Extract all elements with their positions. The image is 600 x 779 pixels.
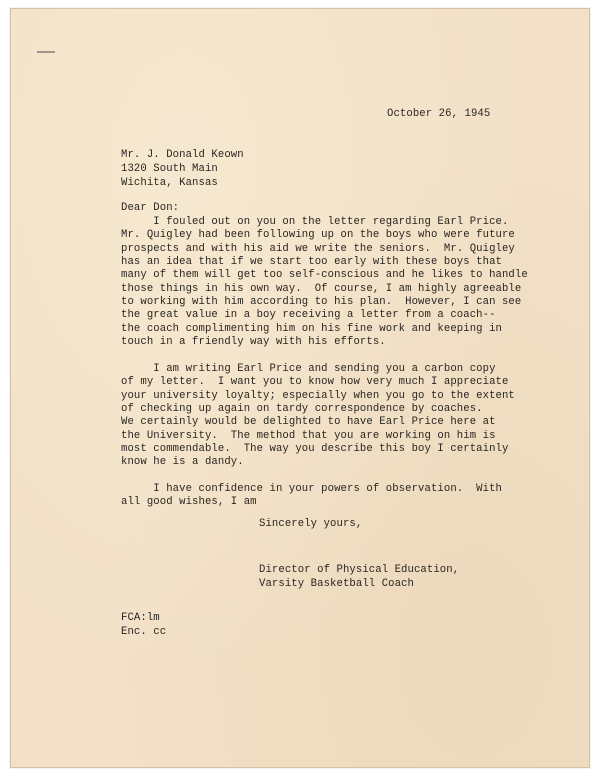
salutation: Dear Don: [121, 202, 180, 214]
paragraph-line: the University. The method that you are working on him is [121, 429, 496, 442]
paragraph-line: most commendable. The way you describe this boy I certainly [121, 443, 509, 456]
paragraph-3 [121, 483, 502, 510]
letter-page [10, 8, 590, 768]
paragraph-line: I fouled out on you on the letter regarding Earl Price. [121, 216, 509, 228]
paragraph-line: many of them will get too self-conscious and he likes to handle [121, 269, 528, 282]
paragraph-line: of my letter. I want you to know how very much I appreciate [121, 376, 509, 389]
signature-title-1: Director of Physical Education, [259, 564, 460, 576]
letter-date: October 26, 1945 [387, 108, 491, 120]
paragraph-line: to working with him according to his plan. However, I can see [121, 296, 522, 309]
paragraph-line: prospects and with his aid we write the seniors. Mr. Quigley [121, 242, 515, 255]
paragraph-line: Mr. Quigley had been following up on the boys who were future [121, 229, 515, 242]
recipient-street: 1320 South Main [121, 163, 218, 175]
paragraph-2 [121, 363, 515, 470]
paragraph-line: those things in his own way. Of course, I am highly agreeable [121, 282, 522, 295]
paragraph-line: the great value in a boy receiving a letter from a coach-- [121, 309, 496, 322]
paragraph-line: of checking up again on tardy correspondence by coaches. [121, 403, 483, 416]
paragraph-line: has an idea that if we start too early with these boys that [121, 256, 502, 269]
paragraph-line: I have confidence in your powers of observation. With [121, 483, 502, 495]
recipient-name: Mr. J. Donald Keown [121, 149, 244, 161]
margin-mark [37, 51, 55, 53]
recipient-city: Wichita, Kansas [121, 177, 218, 189]
paragraph-line: We certainly would be delighted to have Earl Price here at [121, 416, 496, 429]
paragraph-1 [121, 216, 528, 349]
paragraph-line: your university loyalty; especially when you go to the extent [121, 389, 515, 402]
reference-initials: FCA:lm [121, 612, 160, 624]
paragraph-line: all good wishes, I am [121, 496, 257, 509]
closing: Sincerely yours, [259, 518, 363, 530]
paragraph-line: know he is a dandy. [121, 456, 244, 469]
paragraph-line: touch in a friendly way with his efforts. [121, 336, 386, 349]
paragraph-line: the coach complimenting him on his fine work and keeping in [121, 322, 502, 335]
paragraph-line: I am writing Earl Price and sending you a carbon copy [121, 363, 496, 375]
signature-title-2: Varsity Basketball Coach [259, 578, 414, 590]
enclosure-note: Enc. cc [121, 626, 167, 638]
